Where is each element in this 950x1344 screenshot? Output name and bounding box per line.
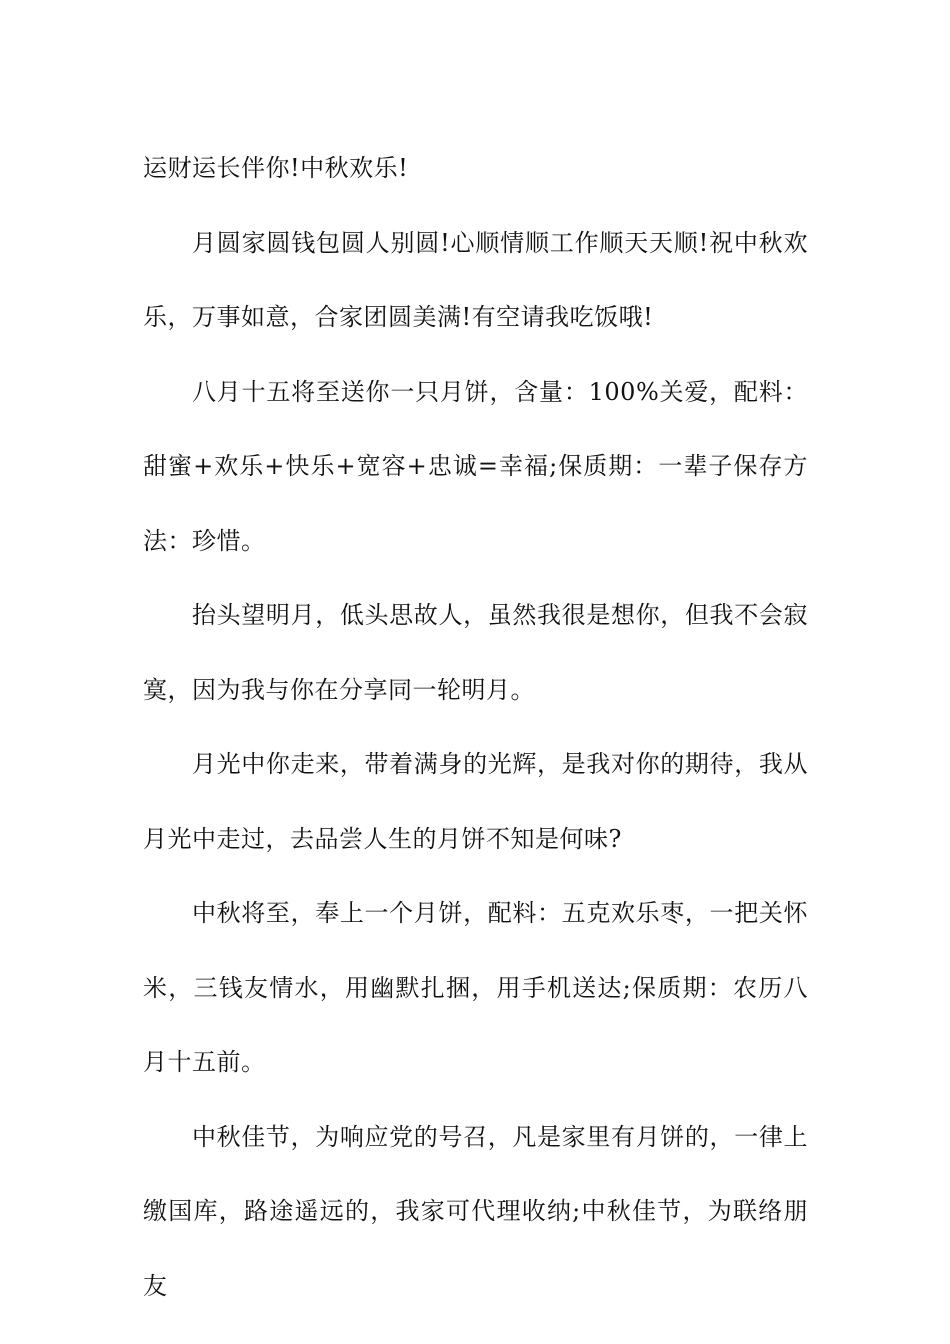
paragraph: 月光中你走来，带着满身的光辉，是我对你的期待，我从月光中走过，去品尝人生的月饼不知是何味? xyxy=(143,750,808,853)
paragraph: 中秋佳节，为响应党的号召，凡是家里有月饼的，一律上缴国库，路途遥远的，我家可代理收纳;中秋佳节，为联络朋友 xyxy=(143,1122,808,1300)
paragraph: 月圆家圆钱包圆人别圆!心顺情顺工作顺天天顺!祝中秋欢乐，万事如意，合家团圆美满!有空请我吃饭哦! xyxy=(143,228,808,331)
paragraph-continuation: 运财运长伴你!中秋欢乐! xyxy=(143,154,409,182)
paragraph: 中秋将至，奉上一个月饼，配料：五克欢乐枣，一把关怀米，三钱友情水，用幽默扎捆，用手机送达;保质期：农历八月十五前。 xyxy=(143,899,808,1076)
paragraph: 八月十五将至送你一只月饼，含量：100%关爱，配料：甜蜜+欢乐+快乐+宽容+忠诚=幸福;保质期：一辈子保存方法：珍惜。 xyxy=(143,377,808,555)
document-body xyxy=(143,131,808,1323)
paragraph: 抬头望明月，低头思故人，虽然我很是想你，但我不会寂寞，因为我与你在分享同一轮明月。 xyxy=(143,601,808,704)
